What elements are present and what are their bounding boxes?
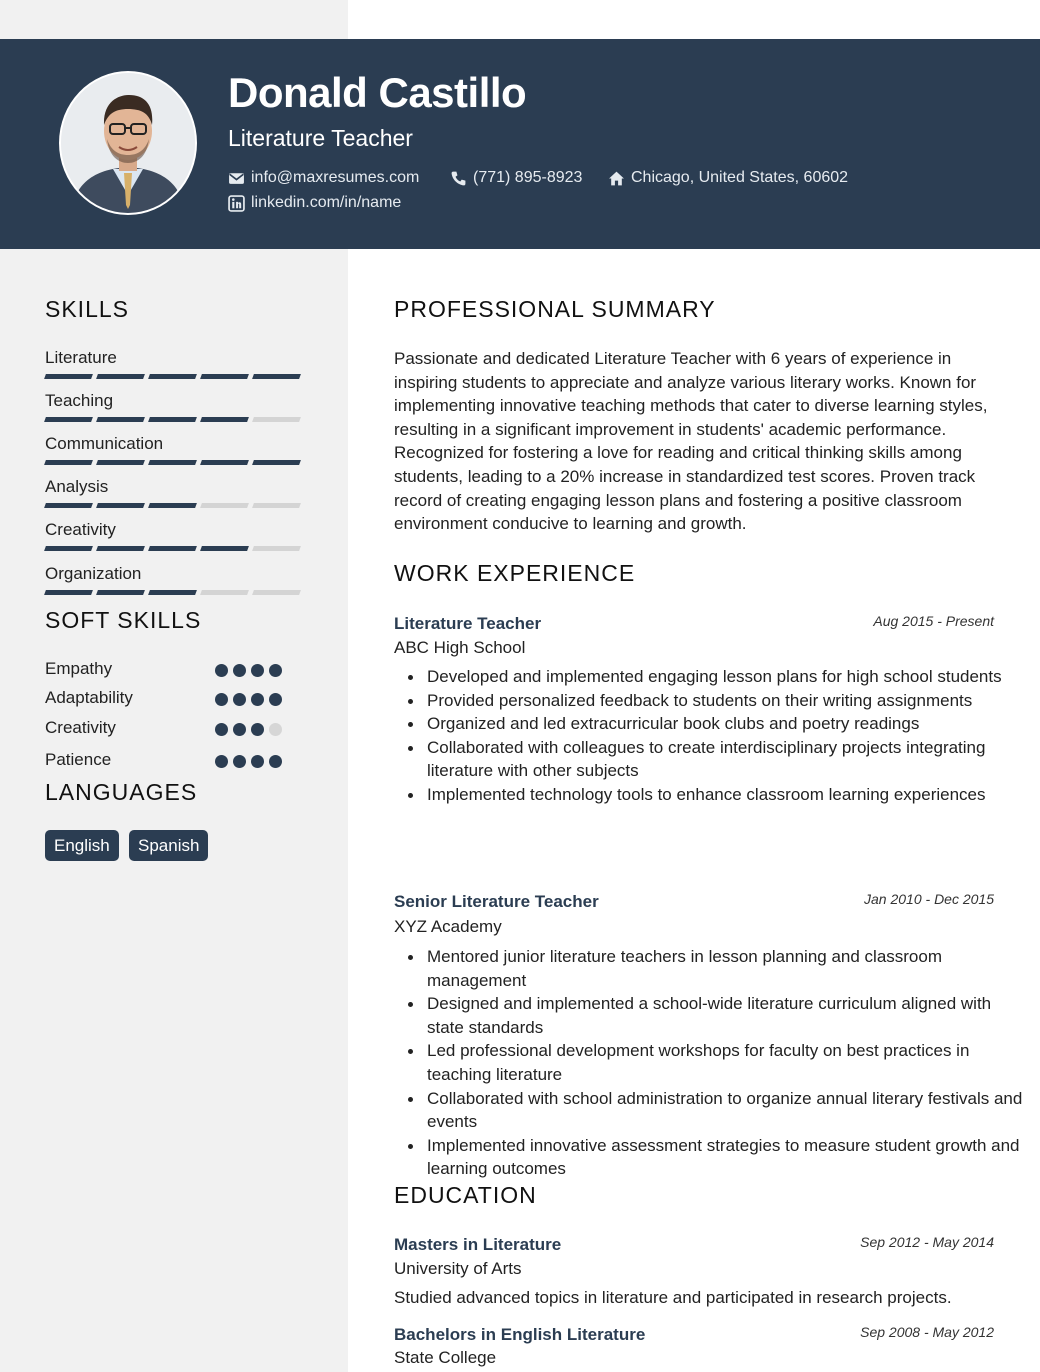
skill-level-segment — [44, 590, 93, 595]
home-icon — [608, 170, 625, 187]
skill-level-segment — [44, 503, 93, 508]
skills-heading: SKILLS — [45, 296, 129, 322]
skill-creativity — [45, 520, 303, 540]
skill-level-bar — [45, 503, 300, 508]
skill-level-segment — [200, 546, 249, 551]
contact-email[interactable] — [228, 169, 419, 187]
soft-skill-dot — [251, 693, 264, 706]
skill-level-segment — [44, 417, 93, 422]
skill-communication — [45, 434, 303, 454]
soft-skill-dot — [215, 723, 228, 736]
degree-title: Bachelors in English Literature — [394, 1325, 646, 1344]
list-item: Designed and implemented a school-wide literature curriculum aligned with state standards — [427, 992, 1027, 1039]
list-item: Collaborated with school administration to organize annual literary festivals and events — [427, 1087, 1027, 1134]
skill-level-segment — [44, 546, 93, 551]
language-badge-english: English — [45, 830, 119, 861]
skill-level-bar — [45, 590, 300, 595]
skill-level-segment — [96, 503, 145, 508]
soft-skill-dot — [251, 723, 264, 736]
job-bullet-list — [394, 945, 1027, 1181]
soft-skill-dots — [215, 755, 282, 768]
skill-label: Organization — [45, 564, 142, 583]
list-item: Organized and led extracurricular book clubs and poetry readings — [427, 712, 1027, 736]
skill-level-segment — [252, 460, 301, 465]
contact-location — [608, 169, 848, 187]
skill-label: Literature — [45, 348, 117, 367]
skill-level-segment — [96, 460, 145, 465]
soft-skill-label: Patience — [45, 750, 112, 769]
list-item: Developed and implemented engaging lesson plans for high school students — [427, 665, 1027, 689]
skill-level-segment — [148, 374, 197, 379]
linkedin-icon — [228, 195, 245, 212]
soft-skill-patience — [45, 750, 295, 772]
phone-text: (771) 895-8923 — [473, 169, 583, 186]
skill-level-bar — [45, 460, 300, 465]
list-item: Provided personalized feedback to students on their writing assignments — [427, 689, 1027, 713]
job-dates: Aug 2015 - Present — [873, 613, 994, 629]
skill-level-segment — [200, 503, 249, 508]
soft-skill-dot — [269, 693, 282, 706]
skill-label: Teaching — [45, 391, 114, 410]
list-item: Implemented innovative assessment strategies to measure student growth and learning outcomes — [427, 1134, 1027, 1181]
summary-text: Passionate and dedicated Literature Teacher with 6 years of experience in inspiring students to appreciate and analyze various literary works. Known for implementing innovative teaching methods that cater to diverse learning styles, resulting in a significant improvement in students' academic performance. Recognized for fostering a love for reading and critical thinking skills among students, leading to a 20% increase in standardized test scores. Proven track record of creating engaging lesson plans and fostering a positive classroom environment conducive to learning and growth. — [394, 349, 988, 534]
skill-level-segment — [252, 374, 301, 379]
soft-skill-dot — [233, 693, 246, 706]
soft-skill-empathy — [45, 659, 295, 681]
envelope-icon — [228, 170, 245, 187]
soft-skill-adaptability — [45, 688, 295, 710]
phone-icon — [450, 170, 467, 187]
linkedin-text: linkedin.com/in/name — [251, 194, 402, 211]
person-portrait-icon — [61, 73, 195, 213]
job-title: Senior Literature Teacher — [394, 892, 599, 911]
skill-level-segment — [148, 460, 197, 465]
soft-skill-dot — [251, 664, 264, 677]
job-dates: Jan 2010 - Dec 2015 — [864, 891, 994, 907]
language-badge-spanish: Spanish — [129, 830, 208, 861]
skill-level-segment — [96, 374, 145, 379]
skill-level-segment — [252, 590, 301, 595]
email-text: info@maxresumes.com — [251, 169, 420, 186]
soft-skill-label: Empathy — [45, 659, 113, 678]
soft-skill-dot — [215, 664, 228, 677]
skill-level-segment — [148, 503, 197, 508]
skill-level-segment — [44, 374, 93, 379]
degree-title: Masters in Literature — [394, 1235, 562, 1254]
list-item: Implemented technology tools to enhance classroom learning experiences — [427, 783, 1027, 807]
skill-level-segment — [96, 546, 145, 551]
soft-skill-dot — [215, 755, 228, 768]
skill-level-segment — [96, 590, 145, 595]
profile-photo — [59, 71, 197, 215]
skill-level-segment — [148, 417, 197, 422]
candidate-name: Donald Castillo — [228, 69, 527, 116]
soft-skill-dot — [215, 693, 228, 706]
list-item: Collaborated with colleagues to create interdisciplinary projects integrating literature with other subjects — [427, 736, 1027, 783]
skill-level-bar — [45, 374, 300, 379]
skill-organization — [45, 564, 303, 584]
soft-skill-dot — [269, 723, 282, 736]
soft-skills-heading: SOFT SKILLS — [45, 607, 202, 633]
location-text: Chicago, United States, 60602 — [631, 169, 849, 186]
contact-linkedin[interactable] — [228, 194, 401, 212]
job-bullet-list — [394, 665, 1027, 807]
education-description: Studied advanced topics in literature and participated in research projects. — [394, 1288, 952, 1307]
education-dates: Sep 2008 - May 2012 — [860, 1324, 994, 1340]
skill-level-segment — [96, 417, 145, 422]
education-heading: EDUCATION — [394, 1182, 537, 1208]
skill-level-segment — [200, 417, 249, 422]
soft-skill-label: Creativity — [45, 718, 116, 737]
soft-skill-dot — [269, 755, 282, 768]
list-item: Mentored junior literature teachers in lesson planning and classroom management — [427, 945, 1027, 992]
skill-level-segment — [200, 460, 249, 465]
soft-skill-dot — [233, 664, 246, 677]
school-name: State College — [394, 1348, 497, 1367]
skill-level-segment — [44, 460, 93, 465]
soft-skill-dot — [233, 723, 246, 736]
school-name: University of Arts — [394, 1259, 522, 1278]
skill-level-segment — [252, 417, 301, 422]
skill-level-segment — [200, 590, 249, 595]
resume-header — [0, 39, 1040, 249]
soft-skill-dots — [215, 723, 282, 736]
skill-label: Creativity — [45, 520, 116, 539]
soft-skill-creativity — [45, 718, 295, 740]
experience-heading: WORK EXPERIENCE — [394, 560, 636, 586]
contact-phone[interactable] — [450, 169, 582, 187]
skill-label: Analysis — [45, 477, 109, 496]
soft-skill-dots — [215, 664, 282, 677]
summary-heading: PROFESSIONAL SUMMARY — [394, 296, 716, 322]
skill-literature — [45, 348, 303, 368]
education-dates: Sep 2012 - May 2014 — [860, 1234, 994, 1250]
soft-skill-dots — [215, 693, 282, 706]
skill-analysis — [45, 477, 303, 497]
skill-level-bar — [45, 546, 300, 551]
skill-level-bar — [45, 417, 300, 422]
languages-heading: LANGUAGES — [45, 779, 198, 805]
skill-level-segment — [148, 546, 197, 551]
soft-skill-dot — [269, 664, 282, 677]
job-employer: XYZ Academy — [394, 917, 502, 936]
skill-level-segment — [200, 374, 249, 379]
list-item: Led professional development workshops for faculty on best practices in teaching literature — [427, 1039, 1027, 1086]
job-title: Literature Teacher — [394, 614, 542, 633]
skill-teaching — [45, 391, 303, 411]
candidate-title: Literature Teacher — [228, 125, 413, 151]
skill-level-segment — [252, 546, 301, 551]
soft-skill-dot — [251, 755, 264, 768]
skill-level-segment — [148, 590, 197, 595]
soft-skill-label: Adaptability — [45, 688, 133, 707]
soft-skill-dot — [233, 755, 246, 768]
job-employer: ABC High School — [394, 638, 526, 657]
skill-level-segment — [252, 503, 301, 508]
skill-label: Communication — [45, 434, 164, 453]
